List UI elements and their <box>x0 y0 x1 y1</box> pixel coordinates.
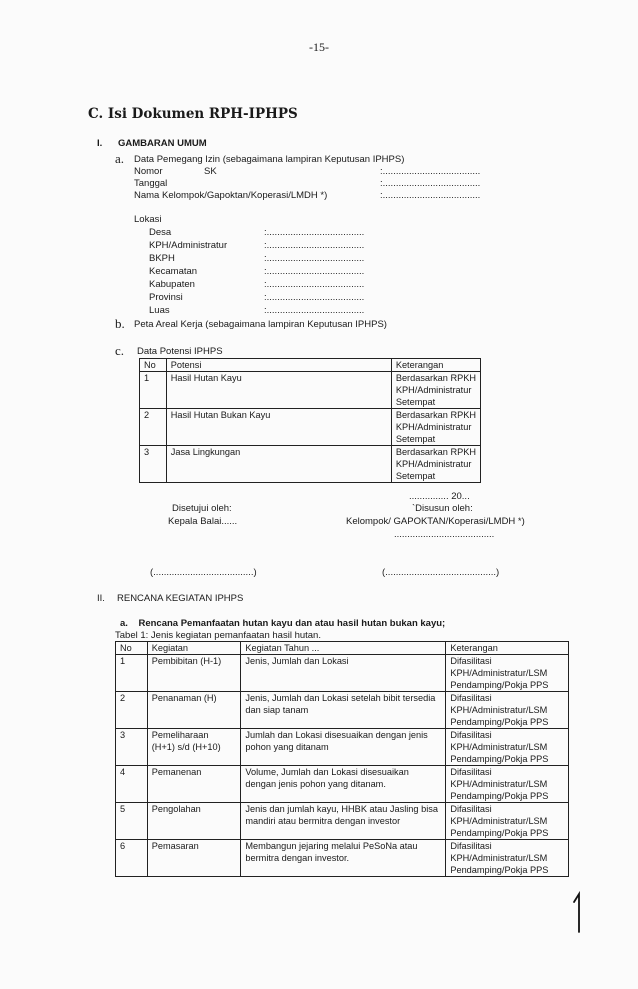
table-row <box>116 655 569 692</box>
table-row <box>116 803 569 840</box>
table-caption: Tabel 1: Jenis kegiatan pemanfaatan hasil hutan. <box>115 630 321 641</box>
ket-line: Difasilitasi <box>450 693 492 703</box>
tahun-line: dengan jenis pohon yang ditanam. <box>245 779 386 789</box>
lokasi-kph-dots: :..................................... <box>264 240 365 251</box>
table-row <box>116 692 569 729</box>
lokasi-bkph-label: BKPH <box>149 253 175 264</box>
row-no: 1 <box>140 372 167 409</box>
potensi-table <box>139 358 481 483</box>
ket-line: KPH/Administratur/LSM <box>450 742 548 752</box>
row-keterangan <box>391 409 480 446</box>
ket-line: KPH/Administratur/LSM <box>450 668 548 678</box>
row-no: 4 <box>116 766 148 803</box>
row-potensi: Hasil Hutan Kayu <box>166 372 391 409</box>
row-keterangan <box>446 729 569 766</box>
tahun-line: Jenis, Jumlah dan Lokasi <box>245 656 349 666</box>
handwritten-initial <box>571 890 585 934</box>
part2-heading: RENCANA KEGIATAN IPHPS <box>117 593 244 604</box>
row-keterangan <box>391 446 480 483</box>
table-row <box>140 446 481 483</box>
ket-line: Difasilitasi <box>450 730 492 740</box>
lokasi-bkph-dots: :..................................... <box>264 253 365 264</box>
approved-by-label: Disetujui oleh: <box>172 503 232 514</box>
item-a-letter: a. <box>115 151 125 166</box>
row-potensi: Hasil Hutan Bukan Kayu <box>166 409 391 446</box>
tahun-line: Jenis dan jumlah kayu, HHBK atau Jasling bisa <box>245 804 438 814</box>
kegiatan-line: Pemeliharaan <box>151 730 209 740</box>
part1-heading: GAMBARAN UMUM <box>118 138 207 149</box>
kegiatan-table <box>115 641 569 877</box>
header-kegiatan-tahun: Kegiatan Tahun ... <box>241 642 446 655</box>
ket-line: Setempat <box>395 434 436 444</box>
ket-line: Difasilitasi <box>450 841 492 851</box>
preparer-dots: ...................................... <box>394 529 495 540</box>
ket-line: Difasilitasi <box>450 656 492 666</box>
potensi-table-header <box>140 359 481 372</box>
row-no: 3 <box>140 446 167 483</box>
item-b-letter: b. <box>115 316 125 331</box>
kegiatan-line: Pengolahan <box>151 804 201 814</box>
tahun-line: mandiri atau bermitra dengan investor <box>245 816 401 826</box>
row-kegiatan <box>147 840 241 877</box>
ket-line: Pendamping/Pokja PPS <box>450 754 549 764</box>
item-c-text: Data Potensi IPHPS <box>137 346 223 357</box>
table-row <box>116 766 569 803</box>
tahun-line: Jenis, Jumlah dan Lokasi setelah bibit tersedia <box>245 693 436 703</box>
ket-line: KPH/Administratur/LSM <box>450 779 548 789</box>
ket-line: Berdasarkan RPKH <box>395 447 476 457</box>
header-no: No <box>140 359 167 372</box>
ket-line: Pendamping/Pokja PPS <box>450 828 549 838</box>
row-no: 3 <box>116 729 148 766</box>
ket-line: KPH/Administratur/LSM <box>450 816 548 826</box>
field-kelompok-dots: :..................................... <box>380 190 481 201</box>
ket-line: Pendamping/Pokja PPS <box>450 680 549 690</box>
row-keterangan <box>446 840 569 877</box>
table-row <box>140 372 481 409</box>
lokasi-kecamatan-dots: :..................................... <box>264 266 365 277</box>
tahun-line: Membangun jejaring melalui PeSoNa atau <box>245 841 418 851</box>
lokasi-luas-dots: :..................................... <box>264 305 365 316</box>
row-tahun <box>241 692 446 729</box>
row-no: 2 <box>116 692 148 729</box>
field-nomor-dots: :..................................... <box>380 166 481 177</box>
approver-name-blank: (......................................) <box>150 567 257 578</box>
ket-line: Difasilitasi <box>450 767 492 777</box>
field-nomor-suffix: SK <box>204 166 217 177</box>
kegiatan-line: Pembibitan (H-1) <box>151 656 222 666</box>
kegiatan-line: Pemanenan <box>151 767 202 777</box>
item-b-text: Peta Areal Kerja (sebagaimana lampiran Keputusan IPHPS) <box>134 319 387 330</box>
lokasi-kabupaten-dots: :..................................... <box>264 279 365 290</box>
ket-line: Berdasarkan RPKH <box>395 373 476 383</box>
row-kegiatan <box>147 692 241 729</box>
lokasi-luas-label: Luas <box>149 305 170 316</box>
header-potensi: Potensi <box>166 359 391 372</box>
part2-number: II. <box>97 593 105 604</box>
row-tahun <box>241 766 446 803</box>
field-nomor-label: Nomor <box>134 166 163 177</box>
kegiatan-line: Penanaman (H) <box>151 693 217 703</box>
ket-line: KPH/Administratur <box>395 422 472 432</box>
tahun-line: bermitra dengan investor. <box>245 853 350 863</box>
row-keterangan <box>446 766 569 803</box>
header-keterangan: Keterangan <box>446 642 569 655</box>
section-title: C. Isi Dokumen RPH-IPHPS <box>88 106 298 122</box>
table-row <box>116 729 569 766</box>
row-no: 1 <box>116 655 148 692</box>
row-keterangan <box>446 655 569 692</box>
page-number: -15- <box>309 40 329 54</box>
lokasi-provinsi-label: Provinsi <box>149 292 183 303</box>
prepared-by-label: `Disusun oleh: <box>412 503 473 514</box>
row-no: 5 <box>116 803 148 840</box>
lokasi-desa-dots: :..................................... <box>264 227 365 238</box>
row-tahun <box>241 803 446 840</box>
row-kegiatan <box>147 655 241 692</box>
row-tahun <box>241 840 446 877</box>
row-no: 2 <box>140 409 167 446</box>
row-potensi: Jasa Lingkungan <box>166 446 391 483</box>
item-a-text: Data Pemegang Izin (sebagaimana lampiran Keputusan IPHPS) <box>134 154 405 165</box>
lokasi-kecamatan-label: Kecamatan <box>149 266 198 277</box>
header-no: No <box>116 642 148 655</box>
kegiatan-line: Pemasaran <box>151 841 199 851</box>
lokasi-desa-label: Desa <box>149 227 172 238</box>
lokasi-kph-label: KPH/Administratur <box>149 240 228 251</box>
ket-line: Pendamping/Pokja PPS <box>450 717 549 727</box>
tahun-line: Jumlah dan Lokasi disesuaikan dengan jenis <box>245 730 428 740</box>
ket-line: KPH/Administratur/LSM <box>450 853 548 863</box>
row-kegiatan <box>147 729 241 766</box>
header-kegiatan: Kegiatan <box>147 642 241 655</box>
lokasi-label: Lokasi <box>134 214 162 225</box>
preparer-title: Kelompok/ GAPOKTAN/Koperasi/LMDH *) <box>346 516 525 527</box>
row-tahun <box>241 655 446 692</box>
ket-line: Berdasarkan RPKH <box>395 410 476 420</box>
row-kegiatan <box>147 803 241 840</box>
part1-number: I. <box>97 138 103 149</box>
ket-line: Setempat <box>395 471 436 481</box>
kegiatan-line: (H+1) s/d (H+10) <box>151 742 221 752</box>
part2-a-title: a. Rencana Pemanfaatan hutan kayu dan atau hasil hutan bukan kayu; <box>120 618 446 629</box>
ket-line: KPH/Administratur <box>395 459 472 469</box>
row-no: 6 <box>116 840 148 877</box>
tahun-line: Volume, Jumlah dan Lokasi disesuaikan <box>245 767 409 777</box>
ket-line: Pendamping/Pokja PPS <box>450 791 549 801</box>
tahun-line: dan siap tanam <box>245 705 309 715</box>
signature-date: ............... 20... <box>409 491 470 502</box>
row-keterangan <box>391 372 480 409</box>
approver-title: Kepala Balai...... <box>168 516 238 527</box>
ket-line: Pendamping/Pokja PPS <box>450 865 549 875</box>
row-keterangan <box>446 692 569 729</box>
item-c-letter: c. <box>115 343 125 358</box>
tahun-line: pohon yang ditanam <box>245 742 329 752</box>
lokasi-kabupaten-label: Kabupaten <box>149 279 195 290</box>
field-tanggal-label: Tanggal <box>134 178 168 189</box>
kegiatan-table-header <box>116 642 569 655</box>
field-kelompok-label: Nama Kelompok/Gapoktan/Koperasi/LMDH *) <box>134 190 328 201</box>
table-row <box>140 409 481 446</box>
row-tahun <box>241 729 446 766</box>
lokasi-provinsi-dots: :..................................... <box>264 292 365 303</box>
ket-line: Setempat <box>395 397 436 407</box>
table-row <box>116 840 569 877</box>
ket-line: KPH/Administratur/LSM <box>450 705 548 715</box>
field-tanggal-dots: :..................................... <box>380 178 481 189</box>
preparer-name-blank: (..........................................) <box>382 567 500 578</box>
header-keterangan: Keterangan <box>391 359 480 372</box>
ket-line: KPH/Administratur <box>395 385 472 395</box>
ket-line: Difasilitasi <box>450 804 492 814</box>
row-keterangan <box>446 803 569 840</box>
row-kegiatan <box>147 766 241 803</box>
